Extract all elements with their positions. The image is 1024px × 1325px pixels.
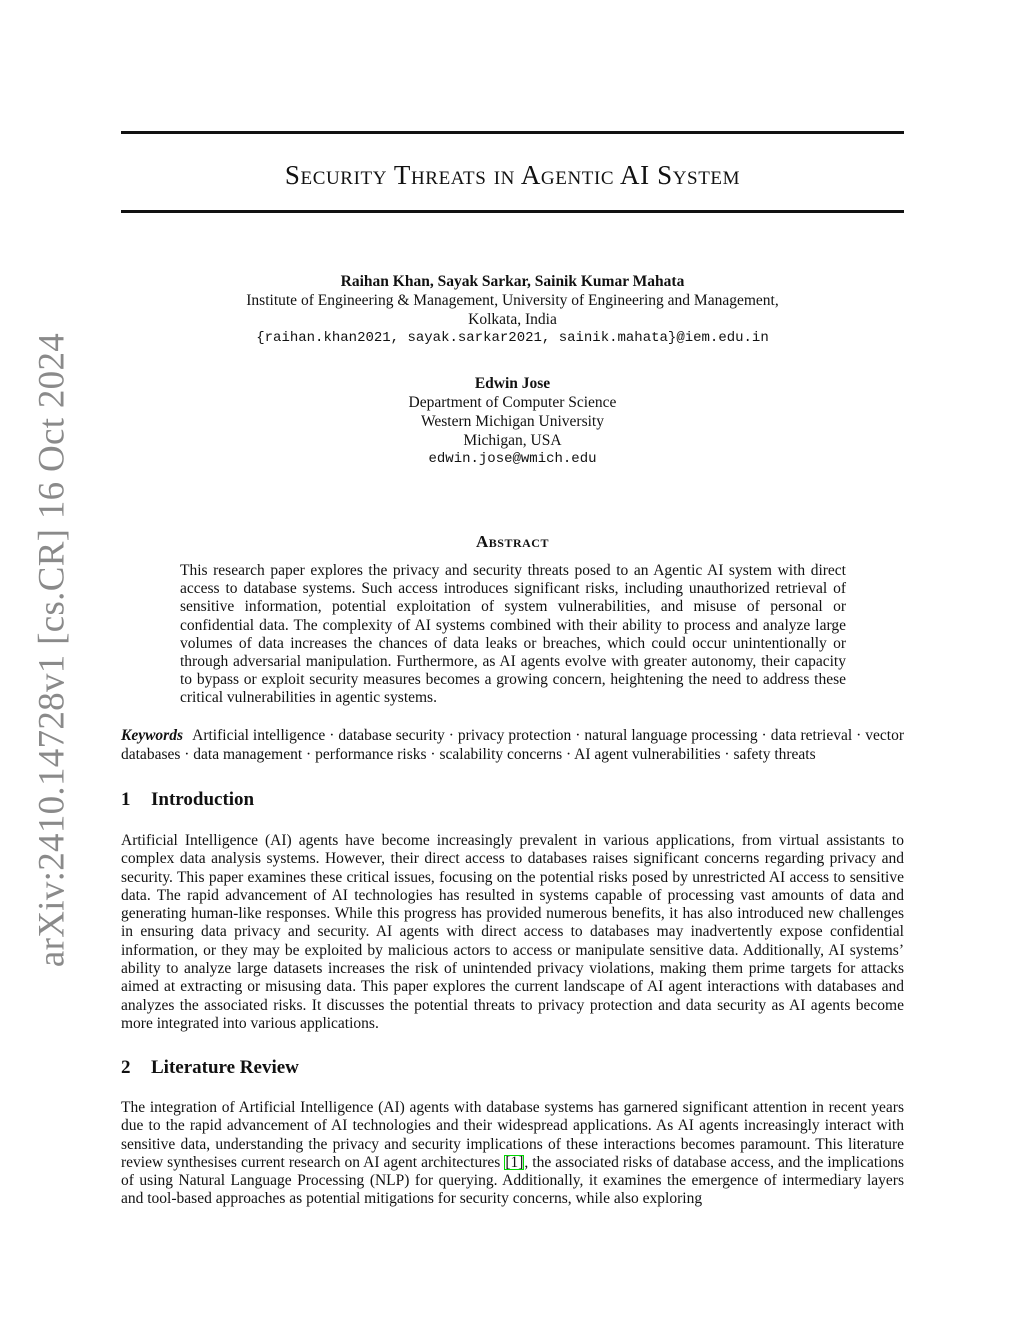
keywords-block <box>121 727 904 764</box>
author-block-2 <box>121 374 904 469</box>
author-names: Raihan Khan, Sayak Sarkar, Sainik Kumar Mahata <box>340 273 685 290</box>
section-heading-literature-review <box>121 1057 299 1079</box>
title-rule-top <box>121 131 904 134</box>
author-emails: {raihan.khan2021, sayak.sarkar2021, sainik.mahata}@iem.edu.in <box>256 330 769 346</box>
arxiv-identifier: arXiv:2410.14728v1 [cs.CR] 16 Oct 2024 <box>31 332 73 968</box>
author-location: Michigan, USA <box>463 432 562 449</box>
section-heading-introduction <box>121 789 254 811</box>
citation-link[interactable]: [1] <box>505 1153 524 1171</box>
section-number: 2 <box>121 1057 131 1078</box>
keywords-text: Artificial intelligence · database security · privacy protection · natural language processing · data retrieval · vector databases · data management · performance risks · scalability concerns · AI agent vulnerabilities · safety threats <box>121 727 904 763</box>
author-block-1 <box>121 272 904 348</box>
literature-review-paragraph <box>121 1099 904 1209</box>
keywords-label: Keywords <box>121 727 183 744</box>
affiliation-line-2: Kolkata, India <box>468 311 557 328</box>
paragraph-text: , the associated risks of database access, and the implications of using Natural Language Processing (NLP) for querying. Additionally, it examines the emergence of intermediary layers and tool-based approaches as potential mitigations for security concerns, while also exploring <box>121 1153 904 1208</box>
section-number: 1 <box>121 789 131 810</box>
author-email: edwin.jose@wmich.edu <box>428 451 597 467</box>
introduction-paragraph: Artificial Intelligence (AI) agents have become increasingly prevalent in various applications, from virtual assistants to complex data analysis systems. However, their direct access to databases raises significant concerns regarding privacy and security. This paper examines these critical issues, focusing on the potential risks posed by unrestricted AI access to sensitive data. The rapid advancement of AI technologies has resulted in systems capable of processing vast amounts of data and generating human-like responses. While this progress has provided numerous benefits, it has also introduced new challenges in ensuring data privacy and security. AI agents with direct access to databases may inadvertently expose confidential information, or they may be exploited by malicious actors to access or manipulate sensitive data. Additionally, AI systems’ ability to analyze large datasets increases the risk of unintended privacy violations, making them prime targets for attacks aimed at extracting or misusing data. This paper explores the current landscape of AI agent interactions with databases and analyzes the associated risks. It discusses the potential threats to privacy protection and data security as AI agents become more integrated into various applications. <box>121 832 904 1032</box>
author-university: Western Michigan University <box>421 413 604 430</box>
author-name: Edwin Jose <box>474 375 551 392</box>
section-title: Literature Review <box>151 1057 299 1078</box>
affiliation-line-1: Institute of Engineering & Management, University of Engineering and Management, <box>246 292 779 309</box>
section-title: Introduction <box>151 789 255 810</box>
author-department: Department of Computer Science <box>408 394 617 411</box>
abstract-heading: Abstract <box>476 532 549 551</box>
abstract-text: This research paper explores the privacy and security threats posed to an Agentic AI system with direct access to database systems. Such access introduces significant risks, including unauthorized retrieval of sensitive information, potential exploitation of system vulnerabilities, and misuse of personal or confidential data. The complexity of AI systems combined with their ability to process and analyze large volumes of data increases the chances of data leaks or breaches, which could occur unintentionally or through adversarial manipulation. Furthermore, as AI agents evolve with greater autonomy, their capacity to bypass or exploit security measures becomes a growing concern, heightening the need to address these critical vulnerabilities in agentic systems. <box>180 562 846 707</box>
title-rule-bottom <box>121 210 904 213</box>
paper-title: Security Threats in Agentic AI System <box>284 160 741 190</box>
paragraph-text: The integration of Artificial Intelligence (AI) agents with database systems has garnered significant attention in recent years due to the rapid advancement of AI technologies and their widespread applications. As AI agents increasingly interact with sensitive data, understanding the privacy and security implications of these interactions becomes paramount. This literature review synthesises current research on AI agent architectures <box>121 1099 904 1171</box>
